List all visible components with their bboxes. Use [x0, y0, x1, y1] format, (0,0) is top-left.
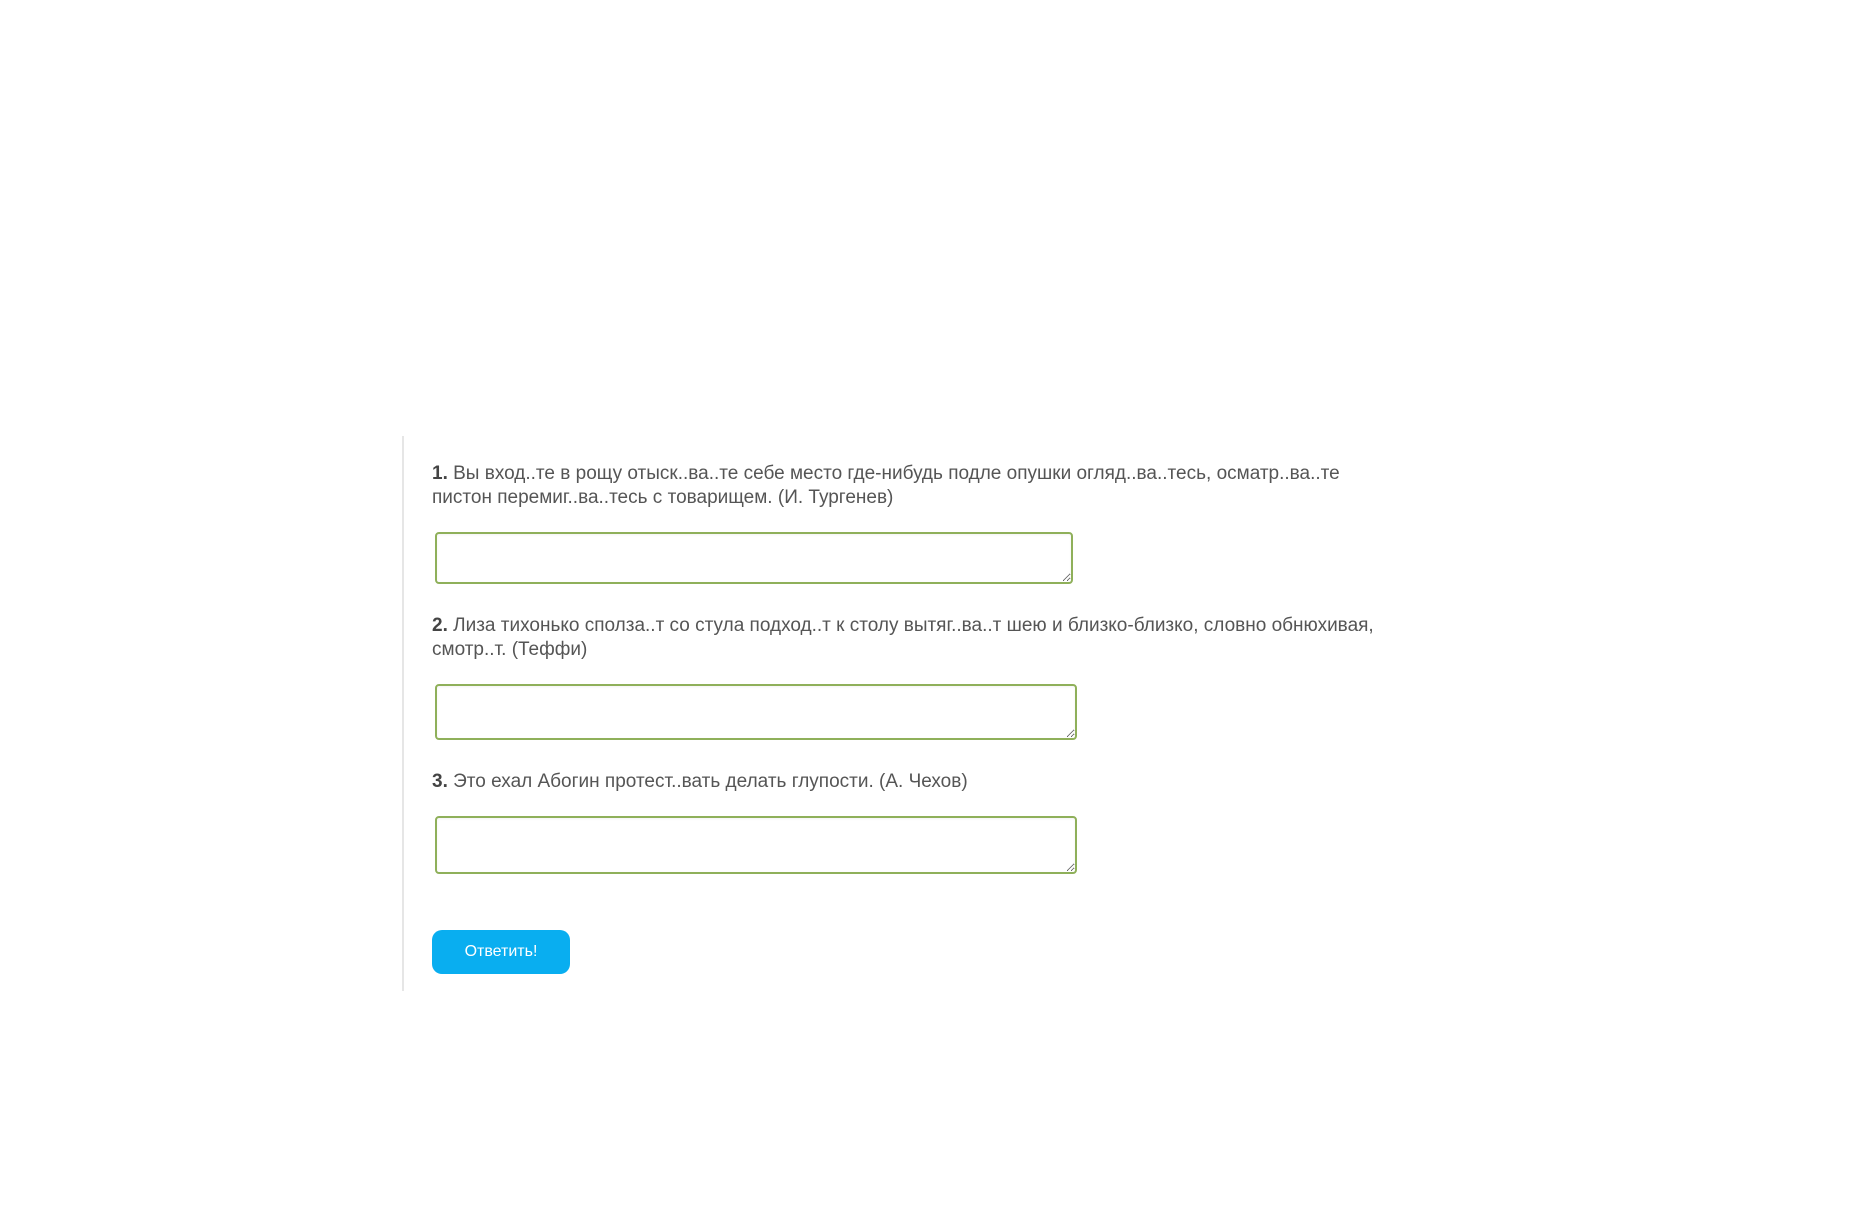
question-number: 2.: [432, 615, 448, 636]
question-number: 1.: [432, 463, 448, 484]
question-2: [432, 614, 1392, 662]
answer-input-2[interactable]: [435, 684, 1077, 740]
question-text: Это ехал Абогин протест..вать делать глупости. (А. Чехов): [447, 771, 968, 792]
question-3: [432, 770, 1392, 794]
answer-input-1[interactable]: [435, 532, 1073, 584]
question-number: 3.: [432, 771, 448, 792]
quiz-panel: [402, 436, 1402, 991]
submit-button[interactable]: Ответить!: [432, 930, 570, 974]
question-text: Лиза тихонько сполза..т со стула подход..т к столу вытяг..ва..т шею и близко-близко, словно обнюхивая, смотр..т. (Теффи): [432, 615, 1374, 660]
question-1: [432, 462, 1392, 510]
answer-input-3[interactable]: [435, 816, 1077, 874]
question-text: Вы вход..те в рощу отыск..ва..те себе место где-нибудь подле опушки огляд..ва..тесь, осматр..ва..те пистон перемиг..ва..тесь с товарищем. (И. Тургенев): [432, 463, 1340, 508]
